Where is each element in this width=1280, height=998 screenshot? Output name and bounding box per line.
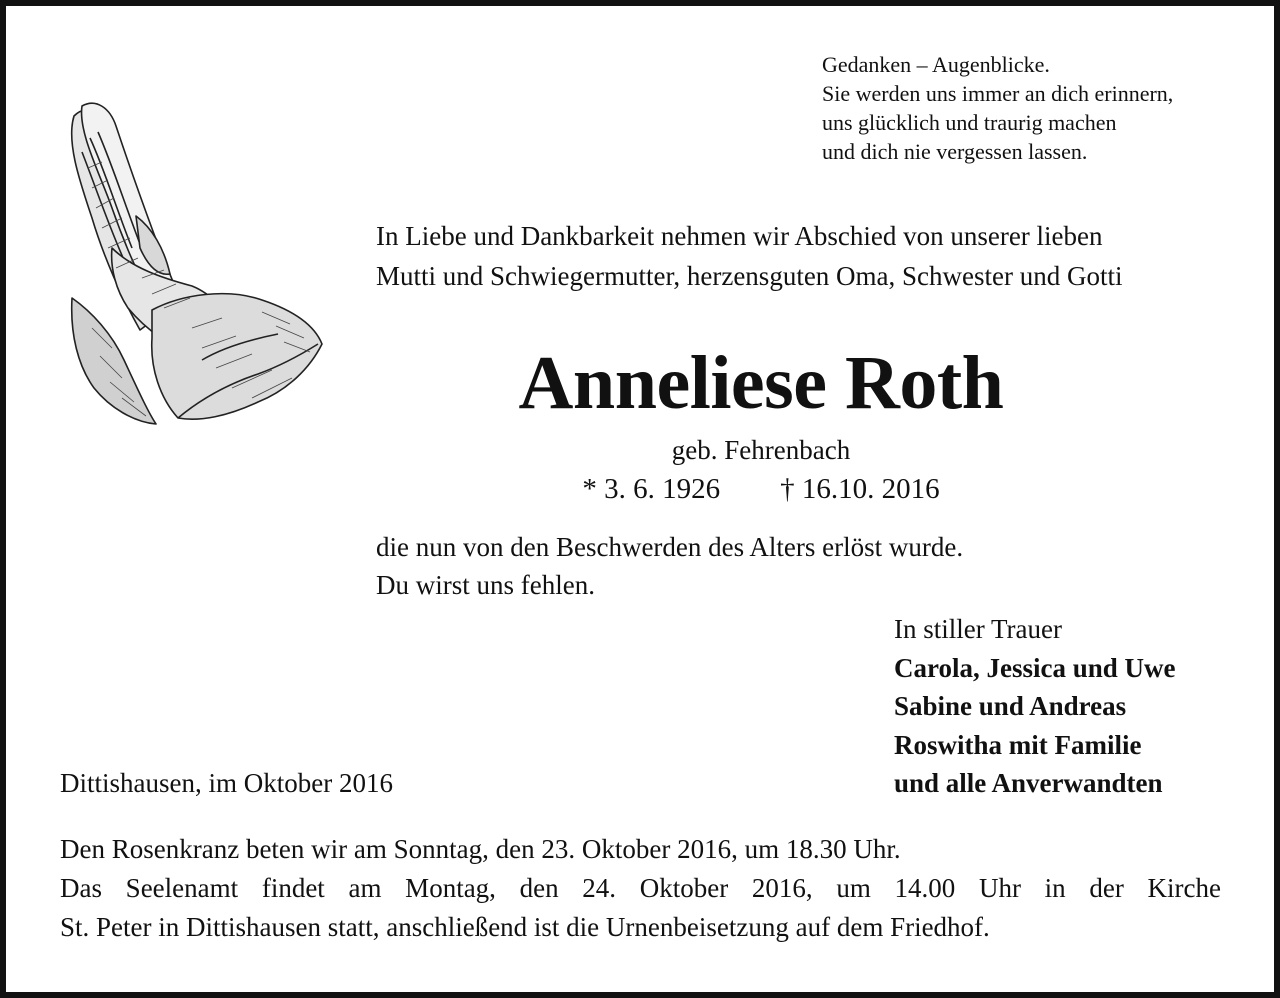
- farewell-intro: [376, 216, 1123, 296]
- mourner-name: Sabine und Andreas: [894, 691, 1127, 721]
- release-text: [376, 528, 963, 604]
- requiem-info-line1: Das Seelenamt findet am Montag, den 24. Oktober 2016, um 14.00 Uhr in der Kirche: [60, 873, 1221, 903]
- poem-line: Gedanken – Augenblicke.: [822, 52, 1050, 77]
- place-date: Dittishausen, im Oktober 2016: [60, 768, 393, 798]
- poem-line: und dich nie vergessen lassen.: [822, 139, 1088, 164]
- service-details: [60, 830, 1221, 947]
- release-line: die nun von den Beschwerden des Alters erlöst wurde.: [376, 532, 964, 562]
- memorial-poem: [822, 50, 1173, 166]
- mourner-name: und alle Anverwandten: [894, 768, 1163, 798]
- death-date: † 16.10. 2016: [780, 473, 940, 505]
- poem-line: uns glücklich und traurig machen: [822, 110, 1117, 135]
- deceased-name: Anneliese Roth: [518, 341, 1004, 425]
- release-line: Du wirst uns fehlen.: [376, 570, 595, 600]
- rosary-info: Den Rosenkranz beten wir am Sonntag, den 23. Oktober 2016, um 18.30 Uhr.: [60, 834, 901, 864]
- intro-line: In Liebe und Dankbarkeit nehmen wir Abschied von unserer lieben: [376, 221, 1103, 251]
- intro-line: Mutti und Schwiegermutter, herzensguten Oma, Schwester und Gotti: [376, 261, 1123, 291]
- birth-name: geb. Fehrenbach: [671, 435, 851, 465]
- life-dates: [6, 470, 1274, 508]
- birth-date: * 3. 6. 1926: [582, 473, 721, 505]
- mourners-heading: In stiller Trauer: [894, 614, 1062, 644]
- poem-line: Sie werden uns immer an dich erinnern,: [822, 81, 1174, 106]
- mourner-name: Carola, Jessica und Uwe: [894, 652, 1176, 683]
- mourners-block: [894, 610, 1176, 803]
- mourner-name: Roswitha mit Familie: [894, 729, 1142, 760]
- requiem-info-line2: St. Peter in Dittishausen statt, anschließend ist die Urnenbeisetzung auf dem Friedhof.: [60, 912, 990, 942]
